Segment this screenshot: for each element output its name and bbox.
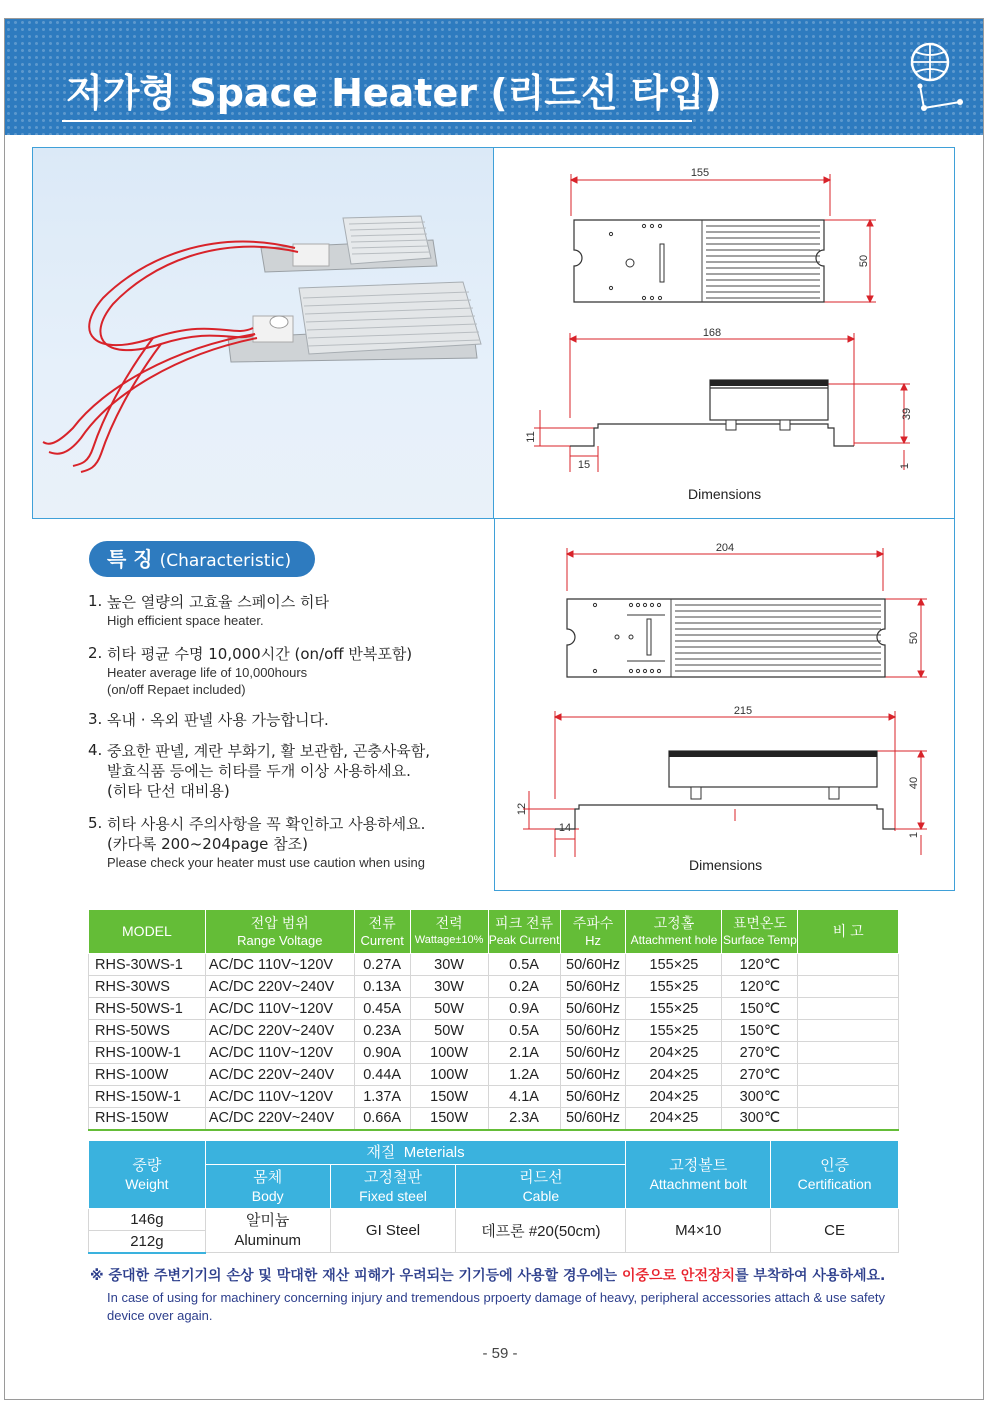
header-wattage: 전력 Wattage±10% xyxy=(410,910,488,954)
cell-current: 0.23A xyxy=(354,1020,410,1042)
cell-surface-temp: 120℃ xyxy=(722,954,798,976)
cable-value: 데프론 #20(50cm) xyxy=(456,1209,626,1253)
cell-current: 0.13A xyxy=(354,976,410,998)
cell-peak-current: 2.3A xyxy=(488,1108,560,1130)
title-underline xyxy=(62,120,692,122)
cell-peak-current: 1.2A xyxy=(488,1064,560,1086)
cell-remark xyxy=(798,1020,899,1042)
header-peak-current: 피크 전류 Peak Current xyxy=(488,910,560,954)
cell-hz: 50/60Hz xyxy=(560,1042,626,1064)
spec-table-row xyxy=(89,1108,899,1130)
cell-voltage: AC/DC 110V~120V xyxy=(205,1086,354,1108)
header-materials: 재질 Meterials xyxy=(205,1141,626,1165)
cell-attachment-hole: 155×25 xyxy=(626,954,722,976)
fixed-steel-value: GI Steel xyxy=(330,1209,456,1253)
page-title: 저가형 Space Heater (리드선 타입) xyxy=(66,71,722,115)
header-cable: 리드선 Cable xyxy=(456,1165,626,1209)
header-current: 전류 Current xyxy=(354,910,410,954)
material-header-row-1 xyxy=(89,1141,899,1165)
dimension-svg-large xyxy=(495,519,956,891)
cell-voltage: AC/DC 110V~120V xyxy=(205,1042,354,1064)
bolt-value: M4×10 xyxy=(626,1209,771,1253)
cell-remark xyxy=(798,954,899,976)
header-surface-temp: 표면온도 Surface Temp xyxy=(722,910,798,954)
spec-table-row xyxy=(89,954,899,976)
product-photo xyxy=(32,147,494,519)
heater-photo-illustration xyxy=(33,148,495,520)
dim-39: 39 xyxy=(901,407,913,421)
cell-wattage: 30W xyxy=(410,976,488,998)
cell-surface-temp: 300℃ xyxy=(722,1108,798,1130)
spec-table-row xyxy=(89,1042,899,1064)
cell-voltage: AC/DC 110V~120V xyxy=(205,954,354,976)
header-attachment-hole: 고정홀 Attachment hole xyxy=(626,910,722,954)
cell-peak-current: 0.5A xyxy=(488,1020,560,1042)
characteristic-title-en: (Characteristic) xyxy=(159,551,292,571)
dim-1-bottom: 1 xyxy=(908,831,920,839)
cell-hz: 50/60Hz xyxy=(560,1108,626,1130)
cell-hz: 50/60Hz xyxy=(560,1064,626,1086)
item-number: 2. xyxy=(88,644,103,662)
cell-voltage: AC/DC 110V~120V xyxy=(205,998,354,1020)
cell-peak-current: 0.9A xyxy=(488,998,560,1020)
cell-model: RHS-150W-1 xyxy=(89,1086,206,1108)
cell-voltage: AC/DC 220V~240V xyxy=(205,976,354,998)
cell-surface-temp: 300℃ xyxy=(722,1086,798,1108)
cell-current: 0.44A xyxy=(354,1064,410,1086)
cell-surface-temp: 150℃ xyxy=(722,1020,798,1042)
item-text-ko: 옥내 · 옥외 판넬 사용 가능합니다. xyxy=(107,711,329,729)
header-certification: 인증 Certification xyxy=(771,1141,899,1209)
cell-wattage: 30W xyxy=(410,954,488,976)
header-model: MODEL xyxy=(89,910,206,954)
dim-14: 14 xyxy=(558,822,572,834)
cell-attachment-hole: 204×25 xyxy=(626,1086,722,1108)
dim-50-top: 50 xyxy=(858,254,870,268)
characteristic-item xyxy=(88,741,488,814)
cell-hz: 50/60Hz xyxy=(560,954,626,976)
cell-attachment-hole: 204×25 xyxy=(626,1042,722,1064)
cell-current: 0.27A xyxy=(354,954,410,976)
cell-hz: 50/60Hz xyxy=(560,1086,626,1108)
characteristic-list xyxy=(88,592,488,878)
item-text-ko: (카다록 200~204page 참조) xyxy=(107,835,308,853)
cell-wattage: 100W xyxy=(410,1042,488,1064)
item-text-en: (on/off Repaet included) xyxy=(107,682,246,697)
dim-12: 12 xyxy=(516,802,528,816)
cell-attachment-hole: 155×25 xyxy=(626,998,722,1020)
cell-attachment-hole: 155×25 xyxy=(626,1020,722,1042)
cell-model: RHS-30WS xyxy=(89,976,206,998)
cell-model: RHS-150W xyxy=(89,1108,206,1130)
spec-table-row xyxy=(89,1064,899,1086)
cell-current: 0.66A xyxy=(354,1108,410,1130)
cell-wattage: 150W xyxy=(410,1108,488,1130)
cell-voltage: AC/DC 220V~240V xyxy=(205,1020,354,1042)
cell-model: RHS-100W xyxy=(89,1064,206,1086)
cell-surface-temp: 150℃ xyxy=(722,998,798,1020)
header-attachment-bolt: 고정볼트 Attachment bolt xyxy=(626,1141,771,1209)
item-number: 3. xyxy=(88,710,103,728)
cell-peak-current: 4.1A xyxy=(488,1086,560,1108)
dim-11: 11 xyxy=(525,431,537,443)
company-logo-icon xyxy=(900,36,972,116)
spec-table-row xyxy=(89,1086,899,1108)
cell-surface-temp: 120℃ xyxy=(722,976,798,998)
weight-value: 146g xyxy=(89,1209,206,1231)
dim-15: 15 xyxy=(577,459,591,471)
header-voltage: 전압 범위 Range Voltage xyxy=(205,910,354,954)
cell-voltage: AC/DC 220V~240V xyxy=(205,1108,354,1130)
material-table xyxy=(88,1140,899,1254)
spec-table xyxy=(88,909,899,1131)
cell-peak-current: 0.2A xyxy=(488,976,560,998)
spec-table-header xyxy=(89,910,899,954)
characteristic-title xyxy=(89,541,315,577)
item-number: 1. xyxy=(88,592,103,610)
cell-peak-current: 2.1A xyxy=(488,1042,560,1064)
cell-current: 1.37A xyxy=(354,1086,410,1108)
cell-model: RHS-100W-1 xyxy=(89,1042,206,1064)
characteristic-item xyxy=(88,644,488,710)
cell-wattage: 100W xyxy=(410,1064,488,1086)
item-text-ko: 중요한 판넬, 계란 부화기, 활 보관함, 곤충사육함, xyxy=(107,742,430,760)
cell-surface-temp: 270℃ xyxy=(722,1064,798,1086)
characteristic-title-ko: 특 징 xyxy=(107,547,153,571)
header-body: 몸체 Body xyxy=(205,1165,330,1209)
cell-remark xyxy=(798,1042,899,1064)
notice-en: In case of using for machinery concerning injury and tremendous prpoerty damage of heavy, peripheral accessories attach & use safety device over again. xyxy=(107,1290,886,1323)
body-value: 알미늄 Aluminum xyxy=(205,1209,330,1253)
item-number: 4. xyxy=(88,741,103,759)
cell-surface-temp: 270℃ xyxy=(722,1042,798,1064)
material-row xyxy=(89,1209,899,1231)
header-weight: 중량 Weight xyxy=(89,1141,206,1209)
cell-current: 0.90A xyxy=(354,1042,410,1064)
weight-value: 212g xyxy=(89,1231,206,1253)
header-hz: 주파수 Hz xyxy=(560,910,626,954)
dimensions-label-bottom: Dimensions xyxy=(689,857,763,873)
cell-remark xyxy=(798,1086,899,1108)
header-remark: 비 고 xyxy=(798,910,899,954)
item-text-ko: 발효식품 등에는 히타를 두개 이상 사용하세요. xyxy=(107,762,411,780)
cell-peak-current: 0.5A xyxy=(488,954,560,976)
characteristic-item xyxy=(88,814,488,878)
cell-wattage: 50W xyxy=(410,998,488,1020)
characteristic-item xyxy=(88,592,488,644)
dim-155: 155 xyxy=(690,167,710,179)
spec-table-row xyxy=(89,1020,899,1042)
certification-value: CE xyxy=(771,1209,899,1253)
dimensions-label-top: Dimensions xyxy=(688,486,762,502)
cell-voltage: AC/DC 220V~240V xyxy=(205,1064,354,1086)
cell-wattage: 50W xyxy=(410,1020,488,1042)
cell-remark xyxy=(798,998,899,1020)
cell-model: RHS-50WS xyxy=(89,1020,206,1042)
cell-wattage: 150W xyxy=(410,1086,488,1108)
dim-40: 40 xyxy=(908,776,920,790)
cell-hz: 50/60Hz xyxy=(560,1020,626,1042)
spec-table-row xyxy=(89,976,899,998)
cell-remark xyxy=(798,1064,899,1086)
safety-notice xyxy=(90,1265,910,1325)
spec-table-row xyxy=(89,998,899,1020)
header-fixed-steel: 고정철판 Fixed steel xyxy=(330,1165,456,1209)
cell-hz: 50/60Hz xyxy=(560,976,626,998)
item-text-ko: (히타 단선 대비용) xyxy=(107,782,230,800)
item-text-en: High efficient space heater. xyxy=(107,613,264,628)
item-text-ko: 히타 사용시 주의사항을 꼭 확인하고 사용하세요. xyxy=(107,815,426,833)
item-text-en: Please check your heater must use caution when using xyxy=(107,855,425,870)
cell-hz: 50/60Hz xyxy=(560,998,626,1020)
cell-remark xyxy=(798,1108,899,1130)
dim-168: 168 xyxy=(702,327,722,339)
cell-model: RHS-30WS-1 xyxy=(89,954,206,976)
page-number: - 59 - xyxy=(482,1345,518,1362)
cell-current: 0.45A xyxy=(354,998,410,1020)
item-text-ko: 높은 열량의 고효율 스페이스 히타 xyxy=(107,593,329,611)
item-text-en: Heater average life of 10,000hours xyxy=(107,665,308,680)
item-number: 5. xyxy=(88,814,103,832)
cell-attachment-hole: 155×25 xyxy=(626,976,722,998)
dimension-drawing-large xyxy=(494,519,955,891)
cell-remark xyxy=(798,976,899,998)
cell-attachment-hole: 204×25 xyxy=(626,1064,722,1086)
dim-50-bottom: 50 xyxy=(908,631,920,645)
item-text-ko: 히타 평균 수명 10,000시간 (on/off 반복포함) xyxy=(107,645,413,663)
notice-ko: ※ 중대한 주변기기의 손상 및 막대한 재산 피해가 우려되는 기기등에 사용할 경우에는 이중으로 안전장치를 부착하여 사용하세요. xyxy=(90,1268,886,1284)
dim-1-top: 1 xyxy=(899,462,911,470)
characteristic-item xyxy=(88,710,488,741)
dimension-svg-small xyxy=(494,148,955,520)
dim-204: 204 xyxy=(715,542,735,554)
spec-table-body xyxy=(89,954,899,1130)
cell-model: RHS-50WS-1 xyxy=(89,998,206,1020)
dim-215: 215 xyxy=(733,705,753,717)
dimension-drawing-small xyxy=(494,147,955,519)
cell-attachment-hole: 204×25 xyxy=(626,1108,722,1130)
